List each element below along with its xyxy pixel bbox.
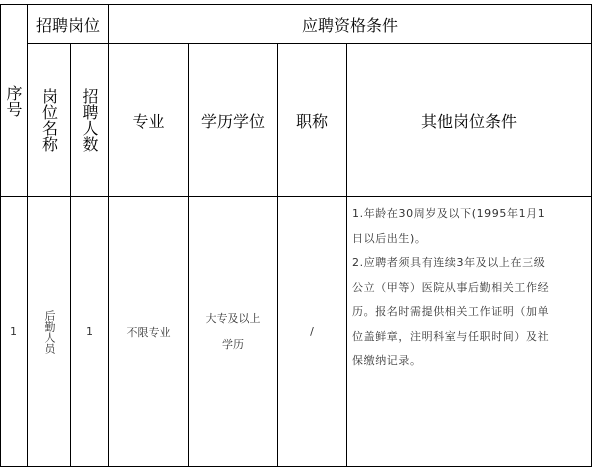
- condition-line: 日以后出生)。: [352, 231, 427, 245]
- table-border-right: [591, 4, 592, 467]
- condition-line: 2.应聘者须具有连续3年及以上在三级: [352, 256, 546, 269]
- row-education-line1: 大专及以上: [205, 311, 261, 325]
- row-other-conditions: [352, 202, 588, 374]
- header-position-group: 招聘岗位: [35, 15, 100, 35]
- header-major: 专业: [132, 111, 165, 131]
- condition-line: 保缴纳记录。: [352, 354, 422, 367]
- header-seq: 序号: [4, 84, 23, 117]
- condition-line: 历。报名时需提供相关工作证明（加单: [352, 305, 550, 318]
- row-seq: 1: [10, 325, 17, 338]
- condition-line: 位盖鲜章，注明科室与任职时间）及社: [352, 329, 550, 343]
- header-education: 学历学位: [200, 111, 265, 131]
- row-headcount: 1: [86, 325, 93, 338]
- header-position-name: 岗位名称: [39, 88, 59, 152]
- condition-line: 1.年龄在30周岁及以下(1995年1月1: [352, 207, 546, 220]
- row-education: [189, 197, 277, 466]
- condition-line: 公立（甲等）医院从事后勤相关工作经: [352, 280, 550, 294]
- row-position-name: 后勤人员: [43, 309, 56, 354]
- row-title: /: [310, 325, 314, 338]
- row-education-line2: 学历: [222, 337, 244, 351]
- header-other: 其他岗位条件: [420, 111, 517, 131]
- header-qualification-group: 应聘资格条件: [301, 15, 398, 35]
- row-major: 不限专业: [126, 325, 171, 339]
- header-headcount: 招聘人数: [80, 88, 99, 152]
- table-border-bottom: [0, 466, 591, 467]
- header-title: 职称: [295, 111, 328, 131]
